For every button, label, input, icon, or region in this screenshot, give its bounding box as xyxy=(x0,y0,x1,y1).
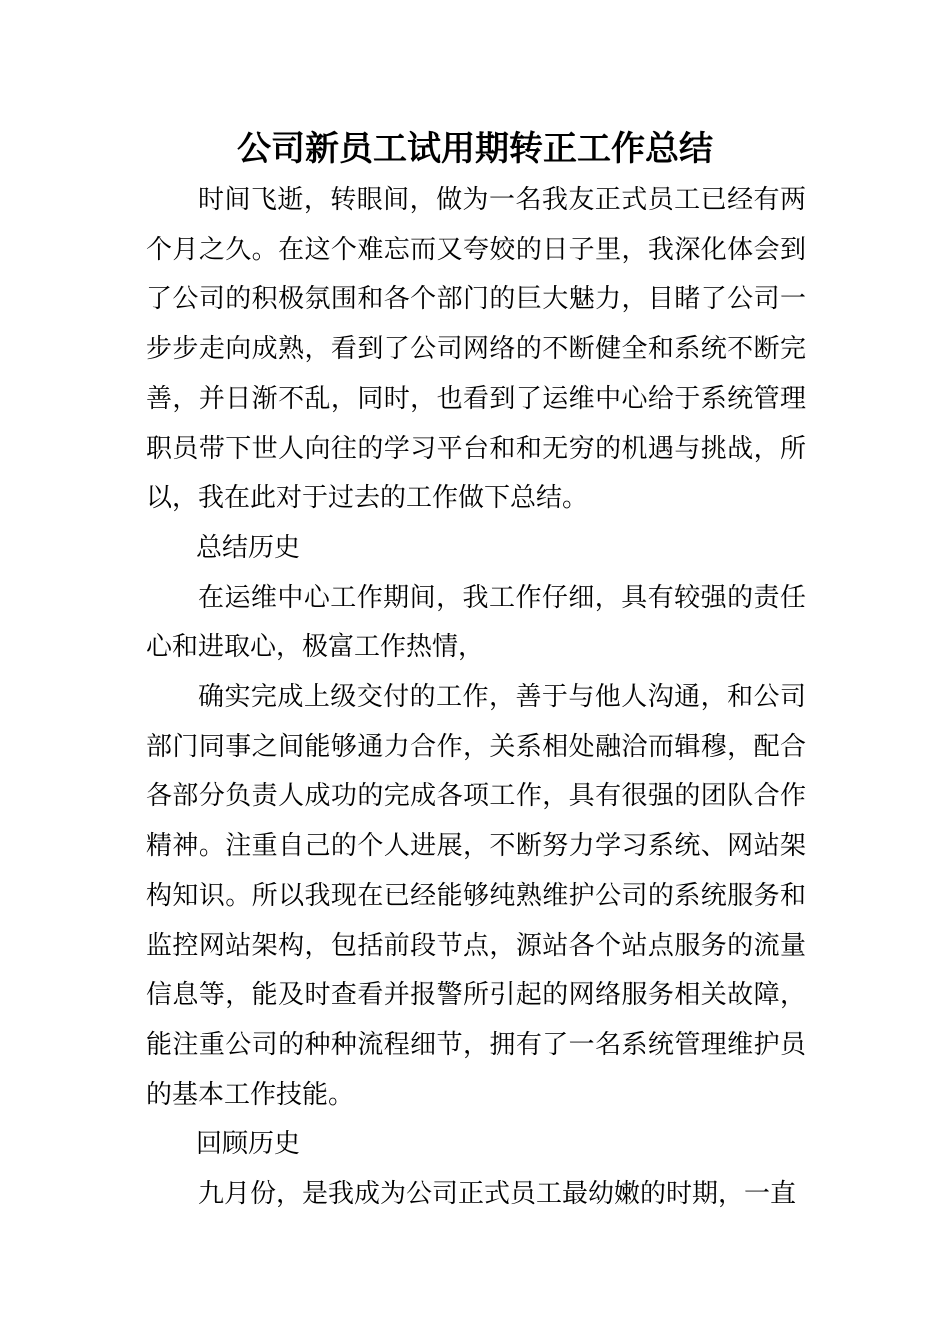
document-title: 公司新员工试用期转正工作总结 xyxy=(237,129,713,169)
paragraph-september: 九月份，是我成为公司正式员工最幼嫩的时期，一直 xyxy=(198,1179,797,1210)
paragraph-work-details: 确实完成上级交付的工作，善于与他人沟通，和公司部门同事之间能够通力合作，关系相处融洽而辑穆，配合各部分负责人成功的完成各项工作，具有很强的团队合作精神。注重自己的个人进展，不断努力学习系统、网站架构知识。所以我现在已经能够纯熟维护公司的系统服务和监控网站架构，包括前段节点，源站各个站点服务的流量信息等，能及时查看并报警所引起的网络服务相关故障，能注重公司的种种流程细节，拥有了一名系统管理维护员的基本工作技能。 xyxy=(146,682,806,1110)
document-body xyxy=(146,176,806,1220)
section-heading-summary: 总结历史 xyxy=(196,532,301,563)
paragraph-intro: 时间飞逝，转眼间，做为一名我友正式员工已经有两个月之久。在这个难忘而又夸姣的日子里，我深化体会到了公司的积极氛围和各个部门的巨大魅力，目睹了公司一步步走向成熟，看到了公司网络的不断健全和系统不断完善，并日渐不乱，同时，也看到了运维中心给于系统管理职员带下世人向往的学习平台和和无穷的机遇与挑战，所以，我在此对于过去的工作做下总结。 xyxy=(146,185,806,514)
paragraph-work-attitude: 在运维中心工作期间，我工作仔细，具有较强的责任心和进取心，极富工作热情， xyxy=(146,582,806,663)
section-heading-review: 回顾历史 xyxy=(196,1129,301,1160)
